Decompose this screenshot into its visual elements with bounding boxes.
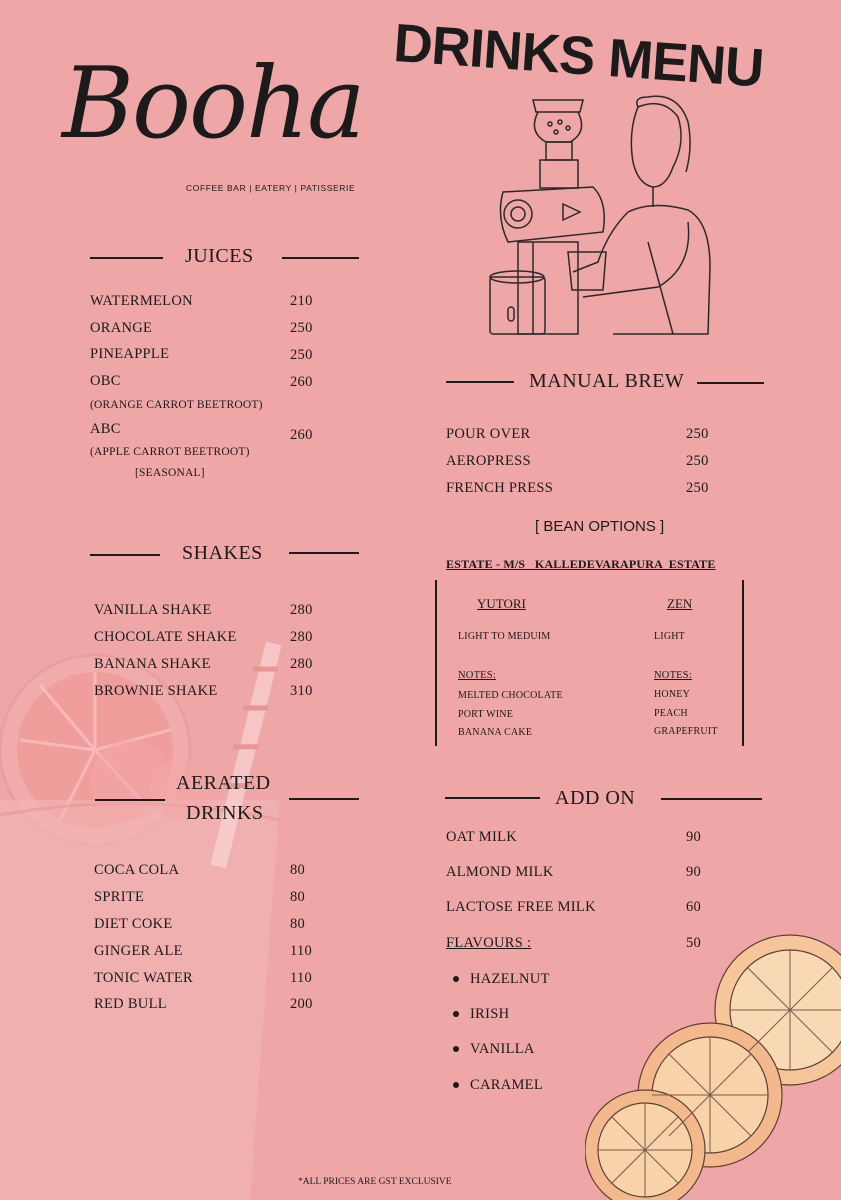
menu-item-name: OBC — [90, 373, 121, 389]
menu-item-name: ORANGE — [90, 320, 153, 336]
menu-item-price: 260 — [290, 427, 313, 443]
menu-item-price: 200 — [290, 996, 313, 1012]
divider-line — [445, 797, 540, 799]
menu-item-name: GINGER ALE — [94, 943, 183, 959]
bean-note: GRAPEFRUIT — [654, 726, 718, 737]
bean-note: PEACH — [654, 708, 688, 719]
bean-box-right-border — [742, 580, 744, 746]
flavour-item: HAZELNUT — [470, 971, 550, 987]
menu-item-price: 280 — [290, 629, 313, 645]
menu-item-name: COCA COLA — [94, 862, 180, 878]
bean-note: HONEY — [654, 689, 690, 700]
section-heading-aerated-line1: AERATED — [176, 772, 271, 794]
menu-item-price: 110 — [290, 970, 313, 986]
menu-item-name: SPRITE — [94, 889, 145, 905]
menu-item-name: TONIC WATER — [94, 970, 194, 986]
menu-item-name: WATERMELON — [90, 293, 193, 309]
logo — [62, 47, 364, 161]
menu-item-price: 310 — [290, 683, 313, 699]
menu-item-price: 80 — [290, 889, 306, 905]
bean-box-left-border — [435, 580, 437, 746]
menu-item-price: 280 — [290, 602, 313, 618]
menu-item-price: 250 — [686, 480, 709, 496]
flavour-item: CARAMEL — [470, 1077, 543, 1093]
menu-item-name: VANILLA SHAKE — [94, 602, 212, 618]
menu-item-note: (ORANGE CARROT BEETROOT) — [90, 399, 263, 411]
bullet-icon — [453, 976, 459, 982]
menu-item-price: 250 — [686, 426, 709, 442]
bean-note: MELTED CHOCOLATE — [458, 690, 563, 701]
bean-name: ZEN — [667, 596, 693, 611]
menu-item-name: BROWNIE SHAKE — [94, 683, 218, 699]
bullet-icon — [453, 1046, 459, 1052]
menu-item-price: 90 — [686, 829, 702, 845]
menu-item-name: CHOCOLATE SHAKE — [94, 629, 237, 645]
logo-text: Booha — [62, 47, 364, 161]
menu-item-note: [SEASONAL] — [135, 467, 205, 479]
bean-estate: ESTATE - M/S KALLEDEVARAPURA ESTATE — [446, 557, 716, 571]
menu-item-price: 90 — [686, 864, 702, 880]
menu-item-name: FRENCH PRESS — [446, 480, 554, 496]
divider-line — [446, 381, 514, 383]
menu-item-price: 250 — [686, 453, 709, 469]
juice-glass-illustration — [0, 630, 320, 1200]
divider-line — [282, 257, 359, 259]
page-title: DRINKS MENU — [391, 12, 766, 99]
bullet-icon — [453, 1082, 459, 1088]
menu-item-name: RED BULL — [94, 996, 167, 1012]
menu-item-price: 80 — [290, 862, 306, 878]
menu-item-price: 280 — [290, 656, 313, 672]
menu-item-name: POUR OVER — [446, 426, 531, 442]
bean-roast: LIGHT — [654, 631, 685, 642]
bean-options-heading: [ BEAN OPTIONS ] — [535, 518, 665, 535]
menu-item-name: OAT MILK — [446, 829, 518, 845]
menu-item-name: ALMOND MILK — [446, 864, 554, 880]
bean-roast: LIGHT TO MEDUIM — [458, 631, 551, 642]
menu-item-note: (APPLE CARROT BEETROOT) — [90, 446, 250, 458]
menu-item-price: 210 — [290, 293, 313, 309]
section-heading-juices: JUICES — [185, 245, 254, 267]
menu-item-name: BANANA SHAKE — [94, 656, 211, 672]
divider-line — [661, 798, 762, 800]
menu-item-name: ABC — [90, 421, 121, 437]
flavour-item: VANILLA — [470, 1041, 535, 1057]
barista-grinder-illustration — [488, 92, 718, 342]
bean-note: PORT WINE — [458, 709, 513, 720]
section-heading-add-on: ADD ON — [555, 787, 636, 809]
bean-notes-label: NOTES: — [458, 670, 496, 681]
flavours-price: 50 — [686, 935, 702, 951]
divider-line — [90, 554, 160, 556]
divider-line — [289, 798, 359, 800]
menu-item-price: 60 — [686, 899, 702, 915]
bullet-icon — [453, 1011, 459, 1017]
orange-slices-illustration — [585, 930, 841, 1200]
menu-item-price: 260 — [290, 374, 313, 390]
menu-item-price: 110 — [290, 943, 313, 959]
divider-line — [697, 382, 764, 384]
menu-item-price: 250 — [290, 347, 313, 363]
logo-tagline: COFFEE BAR | EATERY | PATISSERIE — [186, 183, 356, 193]
bean-name: YUTORI — [477, 596, 526, 611]
menu-item-name: DIET COKE — [94, 916, 173, 932]
flavours-label: FLAVOURS : — [446, 935, 532, 951]
menu-item-name: LACTOSE FREE MILK — [446, 899, 596, 915]
menu-item-name: AEROPRESS — [446, 453, 531, 469]
flavour-item: IRISH — [470, 1006, 510, 1022]
section-heading-shakes: SHAKES — [182, 542, 263, 564]
divider-line — [90, 257, 163, 259]
section-heading-manual-brew: MANUAL BREW — [529, 370, 685, 392]
menu-item-price: 80 — [290, 916, 306, 932]
footer-note: *ALL PRICES ARE GST EXCLUSIVE — [298, 1177, 452, 1187]
divider-line — [95, 799, 165, 801]
bean-note: BANANA CAKE — [458, 727, 533, 738]
bean-notes-label: NOTES: — [654, 670, 692, 681]
section-heading-aerated-line2: DRINKS — [186, 802, 264, 824]
divider-line — [289, 552, 359, 554]
menu-item-price: 250 — [290, 320, 313, 336]
menu-item-name: PINEAPPLE — [90, 346, 170, 362]
